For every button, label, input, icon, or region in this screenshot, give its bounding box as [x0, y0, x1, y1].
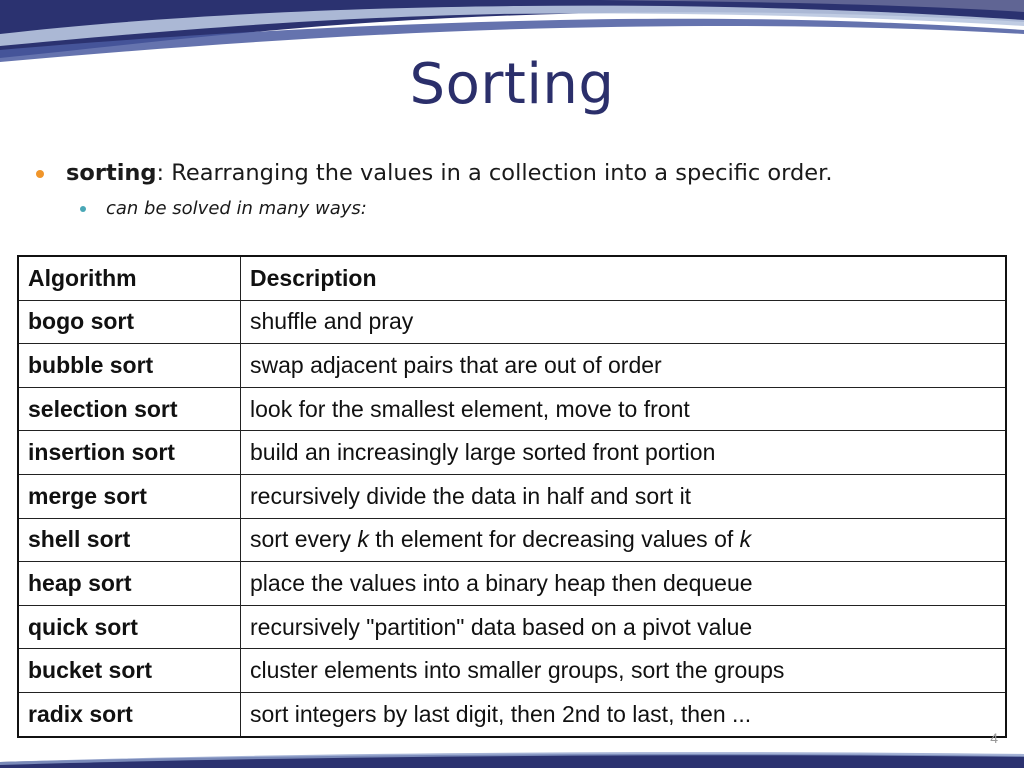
table-header-row [18, 256, 1006, 300]
description-fragment: th element for decreasing values of [368, 526, 740, 553]
algorithm-name: selection sort [18, 387, 241, 431]
algorithm-description: build an increasingly large sorted front portion [241, 431, 1007, 475]
algorithm-description: sort integers by last digit, then 2nd to last, then ... [241, 692, 1007, 736]
algorithm-name: shell sort [18, 518, 241, 562]
orange-bullet-icon [36, 170, 44, 178]
bullet-term: sorting [66, 160, 157, 186]
table-row [18, 344, 1006, 388]
algorithm-name: bubble sort [18, 344, 241, 388]
algorithm-name: radix sort [18, 692, 241, 736]
italic-variable: k [739, 526, 752, 553]
table-row [18, 649, 1006, 693]
table-row [18, 518, 1006, 562]
table-row [18, 387, 1006, 431]
algorithm-name: merge sort [18, 474, 241, 518]
header-algorithm: Algorithm [18, 256, 241, 300]
algorithm-description: cluster elements into smaller groups, sort the groups [241, 649, 1007, 693]
algorithm-name: heap sort [18, 562, 241, 606]
algorithm-description: place the values into a binary heap then dequeue [241, 562, 1007, 606]
table-row [18, 431, 1006, 475]
bullet-text [66, 160, 832, 186]
bullet-definition-text: : Rearranging the values in a collection into a specific order. [156, 160, 833, 186]
table-row [18, 605, 1006, 649]
algorithm-description: shuffle and pray [241, 300, 1007, 344]
description-fragment: sort every [250, 526, 358, 553]
italic-variable: k [357, 526, 369, 553]
algorithm-description: look for the smallest element, move to front [241, 387, 1007, 431]
page-number: 4 [990, 730, 998, 746]
algorithm-description [241, 518, 1007, 562]
algorithm-description: recursively divide the data in half and sort it [241, 474, 1007, 518]
table-row [18, 692, 1006, 736]
algorithm-name: bogo sort [18, 300, 241, 344]
table-row [18, 474, 1006, 518]
algorithm-name: quick sort [18, 605, 241, 649]
algorithm-description: recursively "partition" data based on a pivot value [241, 605, 1007, 649]
bottom-banner-decoration [0, 748, 1024, 768]
algorithm-name: bucket sort [18, 649, 241, 693]
table-body [18, 300, 1006, 736]
sorting-algorithms-table [17, 255, 1007, 738]
table-row [18, 300, 1006, 344]
slide-title: Sorting [409, 52, 615, 117]
algorithm-name: insertion sort [18, 431, 241, 475]
teal-bullet-icon [80, 206, 86, 212]
sub-bullet-text: can be solved in many ways: [106, 198, 367, 219]
header-description: Description [241, 256, 1007, 300]
table-row [18, 562, 1006, 606]
algorithm-description: swap adjacent pairs that are out of order [241, 344, 1007, 388]
